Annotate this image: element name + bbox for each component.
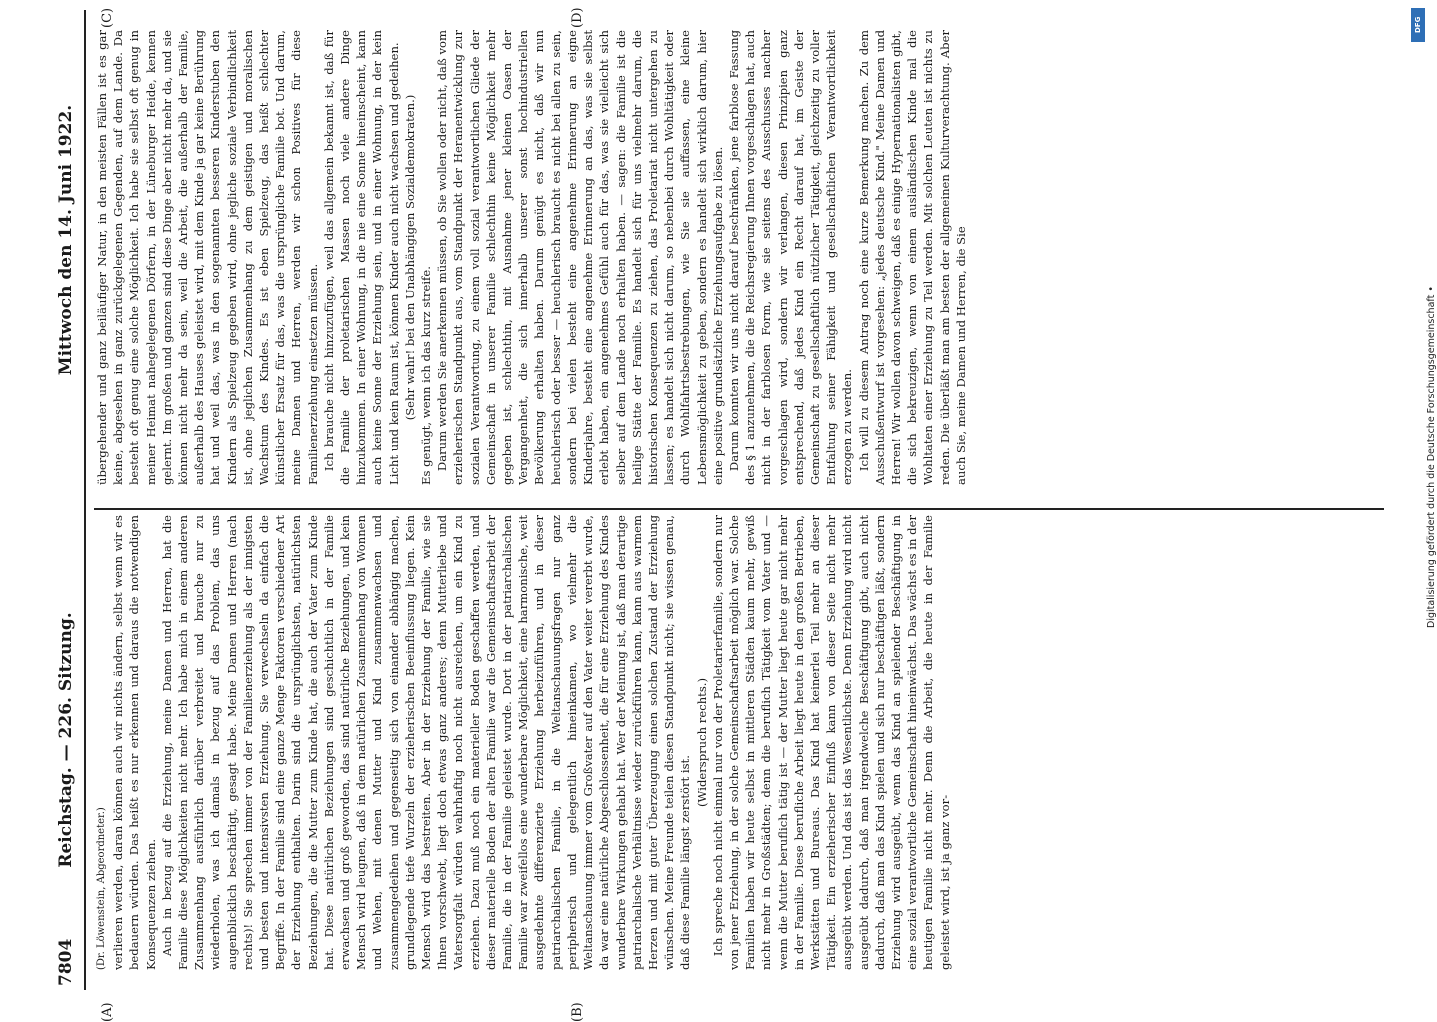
interjection: (Widerspruch rechts.) [694,678,709,807]
margin-marker-c: (C) [100,7,115,28]
dfg-logo: DFG [1411,8,1425,42]
column-divider [94,508,1384,510]
paragraph: verlieren werden, daran können auch wir nichts ändern, selbst wenn wir es bedauern würden. Das heißt es nur erkennen und daraus die notwendigen Konsequenzen ziehen. [111,515,158,970]
page-header [50,10,82,990]
session-title: Reichstag. — 226. Sitzung. [56,612,76,868]
page-number: 7804 [56,938,76,986]
paragraph: Darum werden Sie anerkennen müssen, ob Sie wollen oder nicht, daß vom erzieherischen Standpunkt aus, vom Standpunkt der Heranentwicklung zur sozialen Verantwortung, zu einem voll sozial verantwortlichen Gliede der Gemeinschaft in unserer Familie schlechthin keine Möglichkeit mehr gegeben ist, schlechthin, mit Ausnahme jener kleinen Oasen der Vergangenheit, die sich innerhalb unserer sonst hochindustriellen Bevölkerung erhalten haben. Darum genügt es nicht, daß wir nun heuchlerisch oder besser — heuchlerisch braucht es nicht bei allen zu sein, sondern bei vielen besteht eine angenehme Erinnerung an eigne Kinderjahre, besteht eine angenehme Erinnerung an das, was sie selbst erlebt haben, ein angenehmes Gefühl auch für das, was sie vielleicht sich selber auf dem Lande noch erhalten haben. — sagen: die Familie ist die heilige Stätte der Familie. Es handelt sich für uns vielmehr darum, die historischen Konsequenzen zu ziehen, das Proletariat nicht untergehen zu lassen; es handelt sich nicht darum, so nebenbei durch Wohltätigkeit oder durch Wohlfahrtsbestrebungen, wie Sie sie auffassen, eine kleine Lebensmöglichkeit zu geben, sondern es handelt sich wirklich darum, hier eine positive grundsätzliche Erziehungsaufgabe zu lösen. [435,30,725,485]
margin-marker-b: (B) [570,1002,585,1022]
session-date: Mittwoch den 14. Juni 1922. [56,104,76,376]
paragraph: Ich spreche noch nicht einmal nur von der Proletarierfamilie, sondern nur von jener Erziehung, in der solche Gemeinschaftsarbeit möglich war. Solche Familien haben wir heute selbst in mittleren Städten kaum mehr, gewiß nicht mehr in Großstädten; denn die beruflich Tätigkeit vom Vater und — wenn die Mutter beruflich tätig ist — der Mutter liegt heute gar nicht mehr in der Familie. Diese berufliche Arbeit liegt heute in den großen Betrieben, Werkstätten und Bureaus. Das Kind hat keinerlei Teil mehr an dieser Tätigkeit. Ein erzieherischer Einfluß kann von dieser Seite nicht mehr ausgeübt werden. Und das ist das Wesentlichste. Denn Erziehung wird nicht ausgeübt dadurch, daß man irgendwelche Beschäftigung gibt, auch nicht dadurch, daß man das Kind spielen und sich nur beschäftigen läßt, sondern Erziehung wird ausgeübt, wenn das Kind an spielender Beschäftigung in eine sozial verantwortliche Gemeinschaft hineinwächst. Das wächst es in der heutigen Familie nicht mehr. Denn die Arbeit, die heute in der Familie geleistet wird, ist ja ganz vor- [710,515,952,970]
paragraph: Auch in bezug auf die Erziehung, meine Damen und Herren, hat die Familie diese Möglichkeiten nicht mehr. Ich habe mich in einem anderen Zusammenhang ausführlich darüber verbreitet und brauche nur zu wiederholen, was ich damals in bezug auf das Problem, das uns augenblicklich beschäftigt, gesagt habe. Meine Damen und Herren (nach rechts)! Sie sprechen immer von der Familienerziehung als der innigsten und besten und intensivsten Erziehung. Sie verwechseln da einfach die Begriffe. In der Familie sind eine ganze Menge Faktoren verschiedener Art der Erziehung enthalten. Darin sind die ursprünglichsten, natürlichsten Beziehungen, die die Mutter zum Kinde hat, die auch der Vater zum Kinde hat. Diese natürlichen Beziehungen sind geschichtlich in der Familie erwachsen und groß geworden, das sind natürliche Beziehungen, und kein Mensch wird leugnen, daß in dem natürlichen Zusammenhang von Wonnen und Wehen, mit denen Mutter und Kind zusammenwachsen und zusammengedeihen und gegenseitig sich von einander abhängig machen, grundlegende tiefe Wurzeln der erzieherischen Beeinflussung liegen. Kein Mensch wird das bestreiten. Aber in der Erziehung der Familie, wie sie Ihnen vorschwebt, liegt doch etwas ganz anderes; denn Mutterliebe und Vatersorgfalt würden wahrhaftig noch nicht ausreichen, um ein Kind zu erziehen. Dazu muß noch ein materieller Boden geschaffen werden, und dieser materielle Boden der alten Familie war die Gemeinschaftsarbeit der Familie, die in der Familie geleistet wurde. Dort in der patriarchalischen Familie war zweifellos eine wunderbare Möglichkeit, eine harmonische, weit ausgedehnte differenzierte Erziehung herbeizuführen, und in dieser patriarchalischen Familie, in die Weltanschauungsfragen nur ganz peripherisch und gelegentlich hineinkamen, wo vielmehr die Weltanschauung immer vom Großvater auf den Vater weiter vererbt wurde, da war eine natürliche Abgeschlossenheit, die für eine Erziehung des Kindes wunderbare Wirkungen gehabt hat. Wer der Meinung ist, daß man derartige patriarchalische Verhältnisse wieder zurückführen kann, kann aus warmem Herzen und mit guter Überzeugung einen solchen Zustand der Erziehung wünschen. Meine Freunde teilen diesen Standpunkt nicht; sie wissen genau, daß diese Familie längst zerstört ist. [159,515,693,970]
paragraph: übergehender und ganz beiläufiger Natur, in den meisten Fällen ist es gar keine, abgesehen in ganz zurückgelegenen Gegenden, auf dem Lande. Da besteht oft genug eine solche Möglichkeit. Ich habe sie selbst oft genug in meiner Heimat nahegelegenen Dörfern, in der Lüneburger Heide, kennen gelernt. Im großen und ganzen sind diese Dinge aber nicht mehr da, und sie können nicht mehr da sein, weil die Arbeit, die außerhalb der Familie, außerhalb des Hauses geleistet wird, mit dem Kinde ja gar keine Berührung hat und weil das, was in den sogenannten besseren Kinderstuben den Kindern als Spielzeug gegeben wird, ohne jegliche soziale Verbindlichkeit ist, ohne jeglichen Zusammenhang zu dem geistigen und moralischen Wachstum des Kindes. Es ist eben Spielzeug, das heißt schlechter künstlicher Ersatz für das, was die ursprüngliche Familie bot. Und darum, meine Damen und Herren, werden wir schon Positives für diese Familienerziehung einsetzen müssen. [95,30,320,485]
margin-marker-d: (D) [570,7,585,28]
attribution-text: Digitalisierung gefördert durch die Deutsche Forschungsgemeinschaft • [1426,286,1437,628]
speaker-note: (Dr. Löwenstein, Abgeordneter.) [96,807,107,970]
right-column [94,30,1384,485]
left-column [94,515,1384,970]
rotated-page [50,7,1390,1022]
attribution-strip [1410,8,1437,908]
margin-marker-a: (A) [100,1002,115,1022]
paragraph: Ich will zu diesem Antrag noch eine kurze Bemerkung machen. Zu dem Ausschußentwurf ist vorgesehen: „jedes deutsche Kind." Meine Damen und Herren! Wir wollen davon schweigen, daß es einige Hypernationalisten gibt, die sich bekreuzigen, wenn von einem ausländischen Kinde mal die Wohltaten einer Erziehung zu Teil werden. Mit solchen Leuten ist nichts zu reden. Die überläßt man am besten der allgemeinen Kulturverachtung. Aber auch Sie, meine Damen und Herren, die Sie [856,30,968,485]
interjection: (Sehr wahr! bei den Unabhängigen Sozialdemokraten.) [402,94,417,421]
paragraph: Es genügt, wenn ich das kurz streife. [419,266,434,485]
header-rule [84,10,86,990]
paragraph: Ich brauche nicht hinzuzufügen, weil das allgemein bekannt ist, daß für die Familie der proletarischen Massen noch viele andere Dinge hinzukommen. In einer Wohnung, in die nie eine Sonne hineinscheint, kann auch keine Sonne der Erziehung sein, und in einer Wohnung, in der kein Licht und kein Raum ist, können Kinder auch nicht wachsen und gedeihen. [321,30,401,485]
paragraph: Darum konnten wir uns nicht darauf beschränken, jene farblose Fassung des § 1 anzunehmen, die die Reichsregierung Ihnen vorgeschlagen hat, auch nicht in der farblosen Form, wie sie seitens des Ausschusses nachher vorgeschlagen wird, sondern wir verlangen, diesen Prinzipien ganz entsprechend, daß jedes Kind ein Recht darauf hat, im Geiste der Gemeinschaft zu gesellschaftlich nützlicher Tätigkeit, gleichzeitig zu voller Entfaltung seiner Fähigkeit und gesellschaftlichen Verantwortlichkeit erzogen zu werden. [726,30,855,485]
